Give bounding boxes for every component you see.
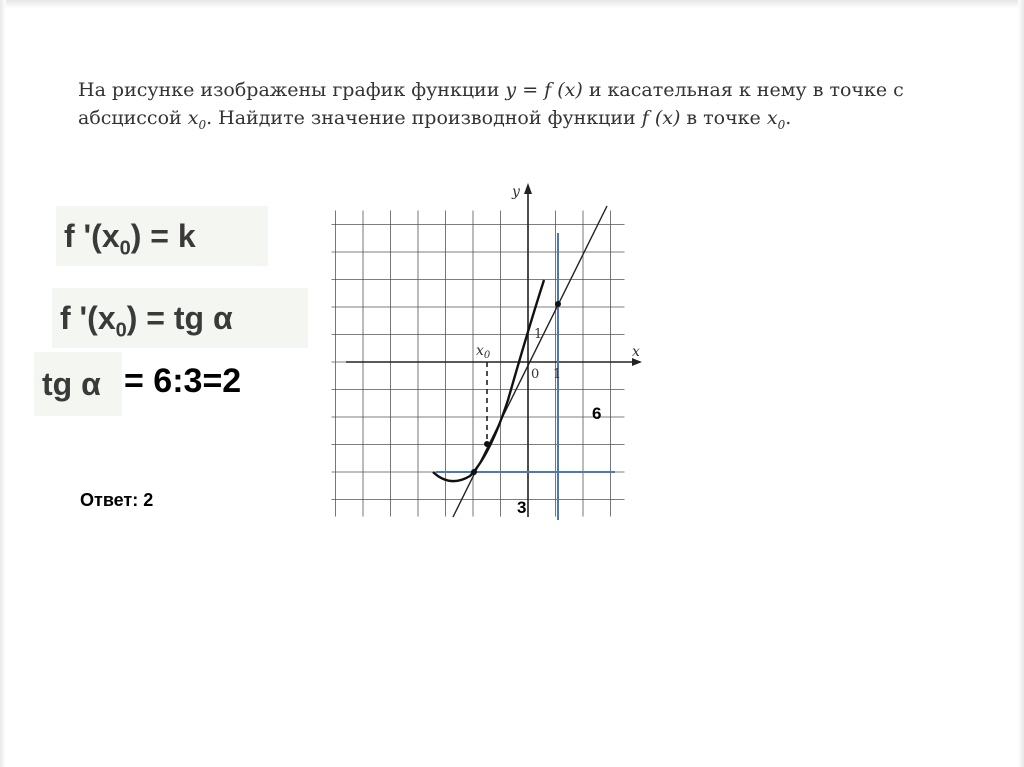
x0-label-sub: 0 <box>483 350 491 361</box>
tangent-point <box>484 441 490 447</box>
y-axis-label: y <box>512 184 520 200</box>
problem-text-5: . <box>785 107 792 129</box>
x0-label <box>476 343 491 361</box>
formula-tg-alpha: tg α <box>34 352 122 416</box>
problem-text-3: . Найдите значение производной функции <box>206 107 642 129</box>
one-y-label: 1 <box>534 327 543 342</box>
tangent-point-upper <box>555 301 561 307</box>
problem-text-2: и касательная к нему в точке с абсциссой <box>78 79 904 129</box>
problem-text-4: в точке <box>680 107 767 129</box>
problem-function-2: f (x) <box>641 107 681 129</box>
formula-2-tail: ) = tg α <box>126 300 233 336</box>
formula-2-sub: 0 <box>115 319 127 342</box>
formula-2-main: f '(x <box>60 300 116 336</box>
origin-label: 0 <box>531 367 540 382</box>
problem-x0-end-sub: 0 <box>777 117 786 132</box>
x0-label-base: x <box>476 343 484 359</box>
tangent-point-lower <box>471 469 477 475</box>
answer-text: Ответ: 2 <box>80 490 154 510</box>
x-axis-label: x <box>632 344 640 360</box>
run-label: 3 <box>517 498 527 517</box>
formula-1-main: f '(x <box>64 218 120 254</box>
problem-x0-base: x <box>187 107 199 129</box>
formula-1-tail: ) = k <box>130 218 196 254</box>
problem-x0-end-base: x <box>766 107 778 129</box>
y-axis-arrow <box>524 183 532 194</box>
problem-text-1: На рисунке изображены график функции <box>78 79 506 101</box>
problem-function: y = f (x) <box>505 79 583 101</box>
one-x-label: 1 <box>553 367 562 382</box>
formula-1-sub: 0 <box>119 237 131 260</box>
rise-label: 6 <box>592 404 602 423</box>
problem-x0-sub: 0 <box>198 117 207 132</box>
graph-grid <box>332 211 625 517</box>
calculation: = 6:3=2 <box>124 362 242 400</box>
